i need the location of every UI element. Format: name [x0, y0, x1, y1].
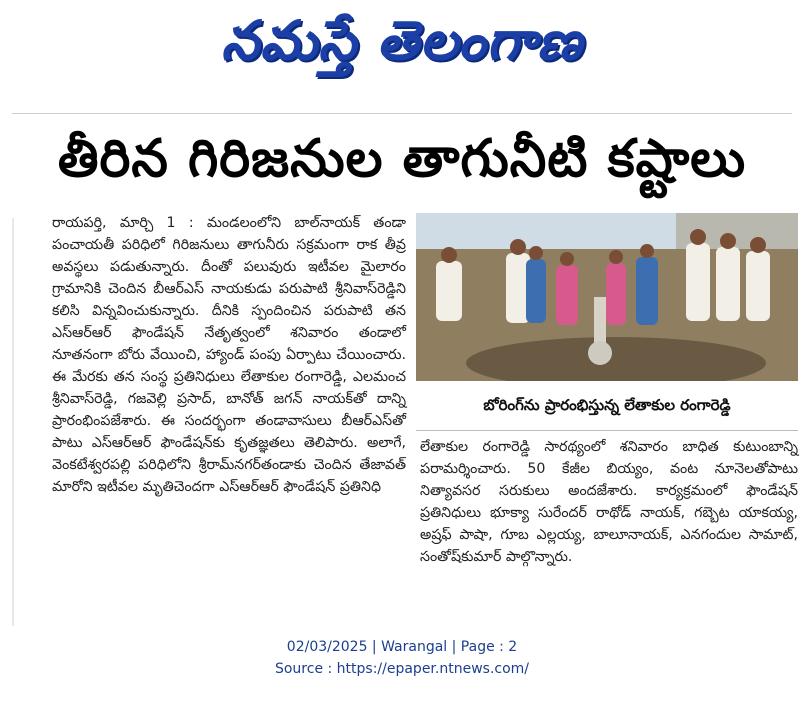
- masthead: [0, 0, 804, 96]
- news-photo-illustration: [416, 213, 798, 381]
- source-link[interactable]: Source : https://epaper.ntnews.com/: [274, 661, 530, 677]
- column-divider: [12, 218, 14, 626]
- caption-divider: [416, 430, 798, 431]
- news-photo: [416, 213, 798, 381]
- source-footer: [0, 636, 804, 680]
- article-paragraph-right: లేతాకుల రంగారెడ్డి సారథ్యంలో శనివారం బాధిత కుటుంబాన్ని పరామర్శించారు. 50 కేజీల బియ్యం, వంట నూనెలతోపాటు నిత్యావసర సరుకులు అందజేశారు. కార్యక్రమంలో ఫౌండేషన్ ప్రతినిధులు భూక్యా సురేందర్ రాథోడ్ నాయక్, గబ్బెట యాకయ్య, అష్రఫ్ పాషా, గూబ ఎల్లయ్య, బాలూనాయక్, ఎనగందుల సామాట్, సంతోష్‌కుమార్ పాల్గొన్నారు.: [420, 439, 798, 565]
- edition-info: 02/03/2025 | Warangal | Page : 2: [286, 639, 518, 655]
- article-body-right: [420, 436, 798, 568]
- header-divider: [12, 113, 792, 114]
- photo-caption: బోరింగ్‌ను ప్రారంభిస్తున్న లేతాకుల రంగారెడ్డి: [483, 396, 731, 414]
- article-headline: తీరిన గిరిజనుల తాగునీటి కష్టాలు: [57, 129, 747, 189]
- newspaper-logo: నమస్తే తెలంగాణ: [221, 8, 583, 72]
- article-paragraph-left: రాయపర్తి, మార్చి 1 : మండలంలోని బాల్‌నాయక్ తండా పంచాయతీ పరిధిలో గిరిజనులు తాగునీరు సక్రమంగా రాక తీవ్ర అవస్థలు పడుతున్నారు. దీంతో పలువురు ఇటీవల మైలారం గ్రామానికి చెందిన బీఆర్ఎస్ నాయకుడు పరుపాటి శ్రీనివాస్‌రెడ్డిని కలిసి విన్నవించుకున్నారు. దీనికి స్పందించిన పరుపాటి తన ఎస్ఆర్ఆర్ ఫౌండేషన్ నేతృత్వంలో శనివారం తండాలో నూతనంగా బోరు వేయించి, హ్యాండ్ పంపు ఏర్పాటు చేయించారు. ఈ మేరకు తన సంస్థ ప్రతినిధులు లేతాకుల రంగారెడ్డి, ఎలమంచ శ్రీనివాస్‌రెడ్డి, గజవెల్లి ప్రసాద్, బానోత్ జగన్ నాయక్‌తో దాన్ని ప్రారంభింపజేశారు. ఈ సందర్భంగా తండావాసులు బీఆర్ఎస్‌తో పాటు ఎస్ఆర్ఆర్ ఫౌండేషన్‌కు కృతజ్ఞతలు తెలిపారు. అలాగే, వెంకటేశ్వరపల్లి పరిధిలోని శ్రీరామ్‌నగర్‌తండాకు చెందిన తేజావత్ మారోని ఇటీవల మృతిచెందగా ఎస్ఆర్ఆర్ ఫౌండేషన్ ప్రతినిధి: [52, 215, 406, 495]
- article-body-left: [52, 212, 406, 498]
